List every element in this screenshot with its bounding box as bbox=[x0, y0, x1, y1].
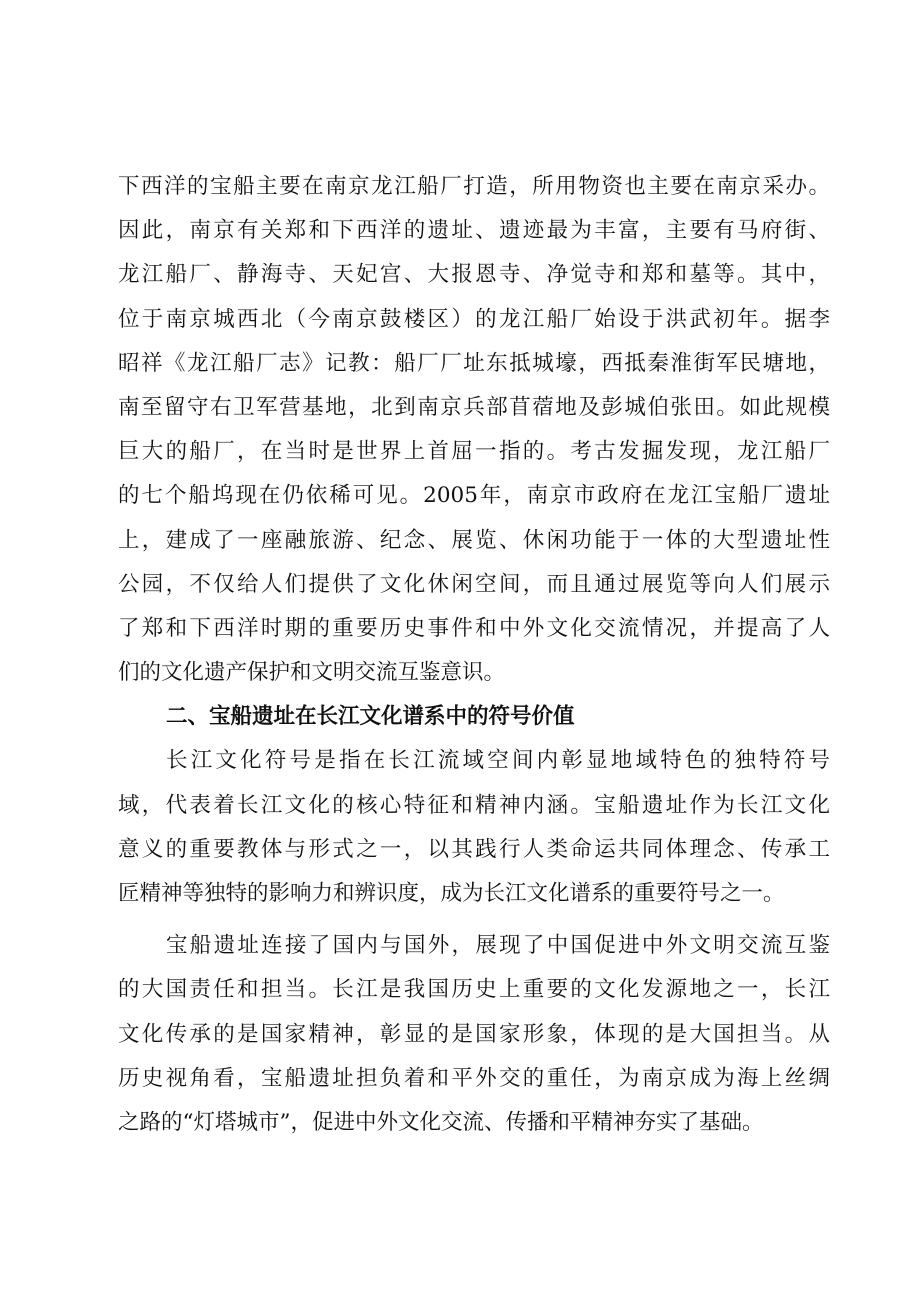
text-line: 匠精神等独特的影响力和辨识度，成为长江文化谱系的重要符号之一。 bbox=[118, 881, 785, 906]
section-heading: 二、宝船遗址在长江文化谱系中的符号价值 bbox=[166, 704, 575, 730]
text-line: 的大国责任和担当。长江是我国历史上重要的文化发源地之一，长江 bbox=[118, 977, 830, 1003]
paragraph-1 bbox=[118, 165, 830, 695]
text-line: 宝船遗址连接了国内与国外，展现了中国促进中外文明交流互鉴 bbox=[166, 933, 830, 959]
text-line: 因此，南京有关郑和下西洋的遗址、遗迹最为丰富，主要有马府街、 bbox=[118, 218, 830, 244]
text-line: 龙江船厂、静海寺、天妃宫、大报恩寺、净觉寺和郑和墓等。其中， bbox=[118, 262, 830, 288]
text-line: 历史视角看，宝船遗址担负着和平外交的重任，为南京成为海上丝绸 bbox=[118, 1065, 830, 1091]
text-line: 位于南京城西北（今南京鼓楼区）的龙江船厂始设于洪武初年。据李 bbox=[118, 306, 830, 332]
text-line: 域，代表着长江文化的核心特征和精神内涵。宝船遗址作为长江文化 bbox=[118, 792, 830, 818]
text-line: 意义的重要教体与形式之一，以其践行人类命运共同体理念、传承工 bbox=[118, 836, 830, 862]
text-line: 上，建成了一座融旅游、纪念、展览、休闲功能于一体的大型遗址性 bbox=[118, 527, 830, 553]
text-line: 巨大的船厂，在当时是世界上首屈一指的。考古发掘发现，龙江船厂 bbox=[118, 439, 830, 465]
document-body bbox=[118, 165, 830, 1145]
text-line: 们的文化遗产保护和文明交流互鉴意识。 bbox=[118, 660, 506, 686]
text-line: 昭祥《龙江船厂志》记教：船厂厂址东抵城壕，西抵秦淮街军民塘地， bbox=[118, 350, 830, 376]
text-line: 了郑和下西洋时期的重要历史事件和中外文化交流情况，并提高了人 bbox=[118, 615, 830, 641]
paragraph-3 bbox=[118, 924, 830, 1145]
text-line: 文化传承的是国家精神，彰显的是国家形象，体现的是大国担当。从 bbox=[118, 1021, 830, 1047]
text-line: 之路的“灯塔城市”，促进中外文化交流、传播和平精神夯实了基础。 bbox=[118, 1109, 764, 1135]
paragraph-2 bbox=[118, 739, 830, 916]
text-line: 公园，不仅给人们提供了文化休闲空间，而且通过展览等向人们展示 bbox=[118, 571, 830, 597]
text-line: 长江文化符号是指在长江流域空间内彰显地域特色的独特符号 bbox=[166, 748, 830, 774]
text-line: 的七个船坞现在仍依稀可见。2005年，南京市政府在龙江宝船厂遗址 bbox=[118, 483, 830, 509]
text-line: 南至留守右卫军营基地，北到南京兵部苜蓿地及彭城伯张田。如此规模 bbox=[118, 394, 830, 420]
paragraph-spacer bbox=[118, 916, 830, 924]
text-line: 下西洋的宝船主要在南京龙江船厂打造，所用物资也主要在南京采办。 bbox=[118, 174, 830, 199]
